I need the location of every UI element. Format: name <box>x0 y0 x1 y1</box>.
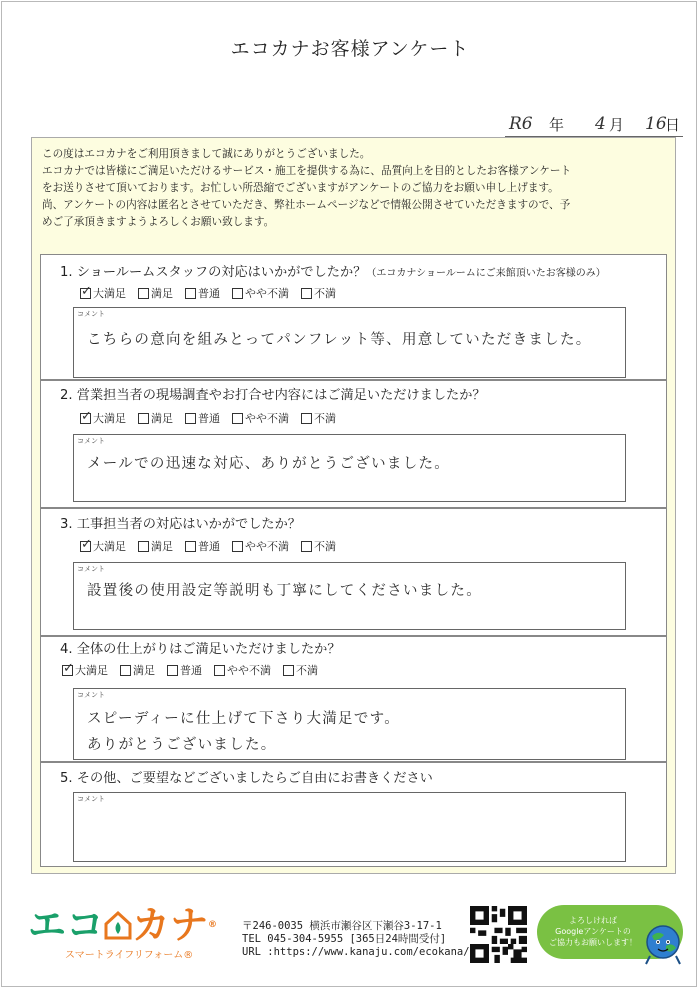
question-4-title <box>60 638 341 657</box>
option-label: 大満足 <box>93 412 126 425</box>
checkbox[interactable] <box>185 413 196 424</box>
option-fuman[interactable] <box>301 410 336 426</box>
option-manzoku[interactable] <box>138 285 173 301</box>
checkbox[interactable] <box>301 413 312 424</box>
option-label: 満足 <box>151 540 173 553</box>
question-4-text: 4. 全体の仕上がりはご満足いただけましたか？ <box>60 642 341 657</box>
option-label: やや不満 <box>245 412 289 425</box>
option-fuman[interactable] <box>301 538 336 554</box>
option-dai-manzoku[interactable] <box>80 410 126 426</box>
date-month-unit: 月 <box>609 116 625 134</box>
contact-address: 〒246-0035 横浜市瀬谷区下瀬谷3-17-1 <box>242 920 442 932</box>
option-manzoku[interactable] <box>138 410 173 426</box>
option-yaya-fuman[interactable] <box>232 285 289 301</box>
option-dai-manzoku[interactable] <box>62 662 108 678</box>
qr-code-icon[interactable] <box>470 906 527 963</box>
intro-line: をお送りさせて頂いております。お忙しい所恐縮でございますがアンケートのご協力をお願い申し上げます。 <box>42 182 559 194</box>
date-year-unit: 年 <box>549 116 565 134</box>
comment-label: コメント <box>77 437 105 445</box>
checkbox[interactable] <box>185 288 196 299</box>
date-month: 4 <box>595 114 606 134</box>
comment-text: スピーディーに仕上げて下さり大満足です。 <box>87 711 401 727</box>
option-label: 普通 <box>180 664 202 677</box>
comment-text: こちらの意向を組みとってパンフレット等、用意していただきました。 <box>87 332 592 348</box>
option-label: 普通 <box>198 287 220 300</box>
question-1-note: （エコカナショールームにご来館頂いたお客様のみ） <box>366 268 606 279</box>
checkbox[interactable] <box>138 288 149 299</box>
checkbox[interactable] <box>232 541 243 552</box>
intro-text <box>42 146 672 231</box>
option-label: 大満足 <box>93 540 126 553</box>
logo-eco: エコ <box>28 903 105 947</box>
contact-tel: TEL 045-304-5955 [365日24時間受付] <box>242 933 447 945</box>
comment-text: ありがとうございました。 <box>87 737 277 753</box>
comment-box-3[interactable] <box>73 562 626 630</box>
checkbox[interactable] <box>301 288 312 299</box>
question-2-title <box>60 384 486 403</box>
option-label: 満足 <box>133 664 155 677</box>
question-2-options <box>80 410 336 426</box>
question-1-text: 1. ショールームスタッフの対応はいかがでしたか？ <box>60 265 367 280</box>
comment-text: 設置後の使用設定等説明も丁寧にしてくださいました。 <box>87 583 482 599</box>
bubble-line: Googleアンケートの <box>555 927 631 936</box>
option-yaya-fuman[interactable] <box>232 538 289 554</box>
date-day: 16 <box>645 114 667 134</box>
option-label: 不満 <box>314 412 336 425</box>
comment-box-5[interactable] <box>73 792 626 862</box>
option-futsu[interactable] <box>185 285 220 301</box>
checkbox-checked[interactable] <box>80 288 91 299</box>
intro-line: この度はエコカナをご利用頂きまして誠にありがとうございました。 <box>42 148 371 160</box>
comment-box-4[interactable] <box>73 688 626 760</box>
bubble-line: ご協力もお願いします！ <box>549 938 637 947</box>
option-label: 大満足 <box>93 287 126 300</box>
checkbox[interactable] <box>232 288 243 299</box>
option-manzoku[interactable] <box>120 662 155 678</box>
checkbox[interactable] <box>138 413 149 424</box>
logo-registered-mark: ® <box>208 920 218 930</box>
question-1-options <box>80 285 336 301</box>
option-label: 普通 <box>198 412 220 425</box>
checkbox[interactable] <box>138 541 149 552</box>
option-futsu[interactable] <box>167 662 202 678</box>
option-label: 不満 <box>314 287 336 300</box>
google-survey-text <box>545 915 641 948</box>
checkbox[interactable] <box>283 665 294 676</box>
house-icon <box>104 910 132 940</box>
option-label: 満足 <box>151 412 173 425</box>
checkbox[interactable] <box>120 665 131 676</box>
intro-line: 尚、アンケートの内容は匿名とさせていただき、弊社ホームページなどで情報公開させていただきますので、予 <box>42 199 571 211</box>
option-dai-manzoku[interactable] <box>80 538 126 554</box>
intro-line: エコカナでは皆様にご満足いただけるサービス・施工を提供する為に、品質向上を目的としたお客様アンケート <box>42 165 572 177</box>
checkbox[interactable] <box>167 665 178 676</box>
question-5-text: 5. その他、ご要望などございましたらご自由にお書きください <box>60 771 433 786</box>
option-label: やや不満 <box>227 664 271 677</box>
option-yaya-fuman[interactable] <box>232 410 289 426</box>
logo-kana: カナ <box>132 903 209 947</box>
option-label: 不満 <box>296 664 318 677</box>
option-fuman[interactable] <box>283 662 318 678</box>
question-5-title <box>60 767 433 786</box>
intro-line: めご了承頂きますようよろしくお願い致します。 <box>42 216 275 228</box>
option-manzoku[interactable] <box>138 538 173 554</box>
option-fuman[interactable] <box>301 285 336 301</box>
checkbox-checked[interactable] <box>80 413 91 424</box>
ecokana-logo <box>28 903 218 947</box>
option-label: やや不満 <box>245 287 289 300</box>
option-label: 満足 <box>151 287 173 300</box>
question-4-options <box>62 662 318 678</box>
checkbox-checked[interactable] <box>80 541 91 552</box>
checkbox-checked[interactable] <box>62 665 73 676</box>
comment-box-2[interactable] <box>73 434 626 502</box>
option-label: 大満足 <box>75 664 108 677</box>
question-3-text: 3. 工事担当者の対応はいかがでしたか？ <box>60 517 301 532</box>
option-label: 普通 <box>198 540 220 553</box>
question-3-title <box>60 513 301 532</box>
date-field[interactable] <box>505 112 683 137</box>
date-era-year: R6 <box>509 114 533 134</box>
page-title: エコカナお客様アンケート <box>230 38 470 60</box>
checkbox[interactable] <box>232 413 243 424</box>
option-yaya-fuman[interactable] <box>214 662 271 678</box>
question-2-text: 2. 営業担当者の現場調査やお打合せ内容にはご満足いただけましたか？ <box>60 388 486 403</box>
comment-box-1[interactable] <box>73 307 626 378</box>
bubble-line: よろしければ <box>569 916 617 925</box>
checkbox[interactable] <box>301 541 312 552</box>
option-futsu[interactable] <box>185 410 220 426</box>
question-1-title <box>60 261 606 280</box>
mascot-globe-icon <box>640 918 686 968</box>
checkbox[interactable] <box>185 541 196 552</box>
contact-url[interactable]: URL :https://www.kanaju.com/ecokana/ <box>242 946 470 958</box>
comment-label: コメント <box>77 310 105 318</box>
checkbox[interactable] <box>214 665 225 676</box>
date-day-unit: 日 <box>665 116 681 134</box>
comment-label: コメント <box>77 795 105 803</box>
comment-label: コメント <box>77 691 105 699</box>
question-3-options <box>80 538 336 554</box>
option-label: 不満 <box>314 540 336 553</box>
option-dai-manzoku[interactable] <box>80 285 126 301</box>
comment-label: コメント <box>77 565 105 573</box>
option-futsu[interactable] <box>185 538 220 554</box>
option-label: やや不満 <box>245 540 289 553</box>
logo-tagline: スマートライフリフォーム® <box>65 950 194 961</box>
comment-text: メールでの迅速な対応、ありがとうございました。 <box>87 456 451 472</box>
contact-info <box>242 920 470 959</box>
